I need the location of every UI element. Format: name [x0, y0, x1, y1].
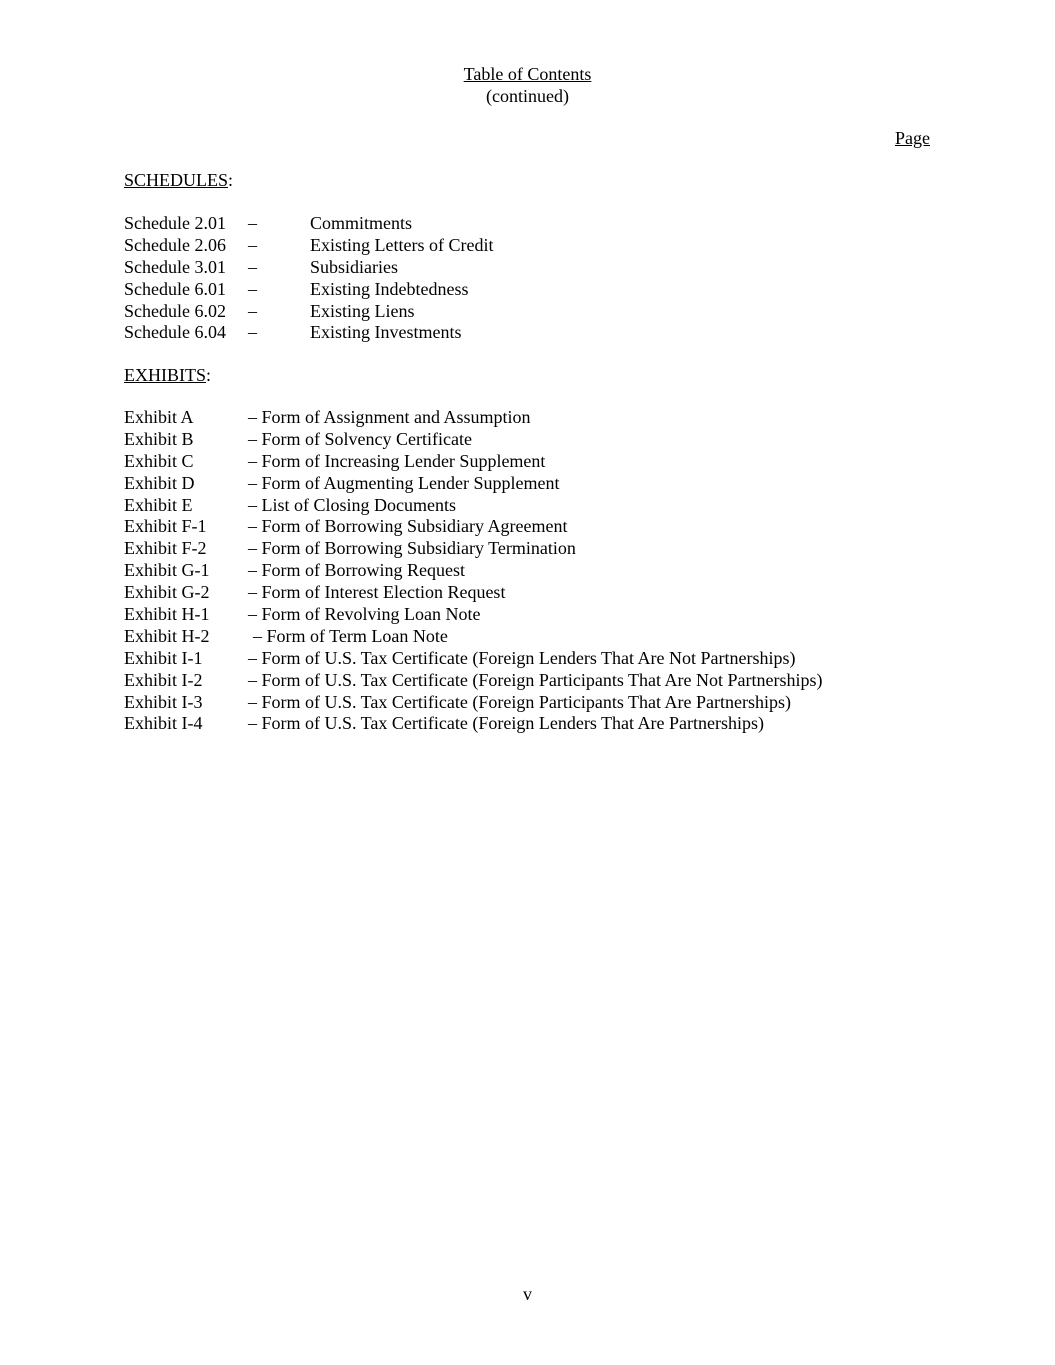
schedule-dash: – [248, 256, 257, 277]
exhibit-code: Exhibit F-1 [124, 516, 207, 537]
exhibit-title: – Form of Revolving Loan Note [248, 604, 481, 625]
schedule-code: Schedule 6.02 [124, 300, 226, 321]
exhibit-code: Exhibit A [124, 407, 194, 427]
exhibit-code: Exhibit B [124, 428, 194, 449]
exhibit-code: Exhibit H-1 [124, 604, 210, 625]
exhibit-code: Exhibit I-2 [124, 669, 203, 690]
exhibit-code: Exhibit G-1 [124, 560, 210, 581]
exhibit-title: – Form of Interest Election Request [248, 582, 506, 603]
schedule-code: Schedule 2.01 [124, 213, 226, 233]
exhibit-title: – Form of Solvency Certificate [248, 428, 472, 449]
exhibit-code: Exhibit E [124, 494, 193, 515]
exhibit-title: – Form of Augmenting Lender Supplement [248, 472, 560, 493]
schedule-code: Schedule 6.04 [124, 322, 226, 343]
toc-title: Table of Contents [463, 64, 592, 84]
schedule-code: Schedule 3.01 [124, 256, 226, 277]
exhibit-code: Exhibit F-2 [124, 538, 207, 559]
exhibit-code: Exhibit C [124, 450, 194, 471]
schedule-title: Existing Indebtedness [310, 278, 469, 299]
toc-title-block [0, 63, 1055, 107]
exhibit-title: – List of Closing Documents [248, 494, 456, 515]
schedules-heading [124, 169, 233, 191]
exhibit-title: – Form of Increasing Lender Supplement [248, 450, 546, 471]
exhibits-heading-text: EXHIBITS [124, 365, 206, 385]
schedule-title: Commitments [310, 213, 413, 233]
schedule-code: Schedule 6.01 [124, 278, 226, 299]
schedules-heading-colon: : [228, 170, 234, 190]
schedule-dash: – [248, 278, 257, 299]
exhibit-title: – Form of Borrowing Subsidiary Agreement [248, 516, 568, 537]
exhibits-heading-colon: : [206, 365, 212, 385]
schedule-dash: – [248, 322, 257, 343]
toc-subtitle: (continued) [486, 86, 569, 106]
schedules-heading-text: SCHEDULES [124, 170, 229, 190]
schedule-title: Existing Letters of Credit [310, 234, 494, 255]
schedule-dash: – [248, 213, 257, 233]
exhibit-title: – Form of Assignment and Assumption [248, 407, 531, 427]
schedule-title: Existing Investments [310, 322, 462, 343]
exhibit-title: – Form of U.S. Tax Certificate (Foreign Participants That Are Not Partnerships) [248, 669, 823, 690]
page-column-label: Page [895, 128, 930, 148]
schedule-dash: – [248, 234, 257, 255]
exhibit-code: Exhibit H-2 [124, 625, 210, 646]
exhibit-title: – Form of U.S. Tax Certificate (Foreign Lenders That Are Partnerships) [248, 713, 764, 734]
schedule-title: Existing Liens [310, 300, 415, 321]
exhibit-title: – Form of U.S. Tax Certificate (Foreign Lenders That Are Not Partnerships) [248, 647, 796, 668]
exhibit-title: – Form of Borrowing Subsidiary Termination [248, 538, 576, 559]
page-number: v [523, 1284, 532, 1304]
exhibit-title: – Form of U.S. Tax Certificate (Foreign Participants That Are Partnerships) [248, 691, 791, 712]
exhibit-code: Exhibit I-3 [124, 691, 203, 712]
exhibits-heading [124, 364, 211, 386]
exhibit-code: Exhibit I-4 [124, 713, 203, 734]
exhibit-code: Exhibit I-1 [124, 647, 203, 668]
exhibit-code: Exhibit G-2 [124, 582, 210, 603]
exhibit-code: Exhibit D [124, 472, 195, 493]
schedule-code: Schedule 2.06 [124, 234, 226, 255]
schedule-dash: – [248, 300, 257, 321]
exhibit-title: – Form of Borrowing Request [248, 560, 465, 581]
exhibit-title: – Form of Term Loan Note [253, 625, 448, 646]
schedule-title: Subsidiaries [310, 256, 398, 277]
